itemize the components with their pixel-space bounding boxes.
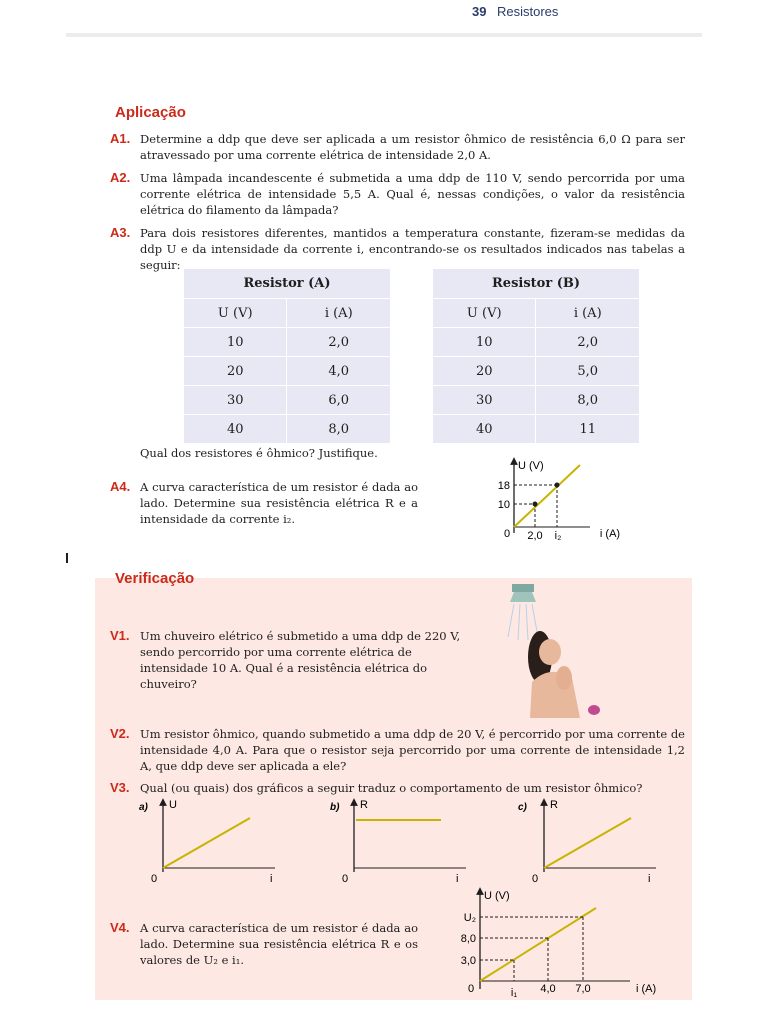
page-number: 39: [472, 4, 487, 19]
question-label-v4: V4.: [110, 920, 130, 935]
body: [530, 672, 580, 718]
x-axis-label: i: [270, 873, 273, 885]
y-axis-label: R: [360, 799, 368, 811]
graph-letter: b): [330, 802, 340, 813]
question-label-v2: V2.: [110, 726, 130, 741]
table-title: Resistor (B): [433, 269, 640, 299]
x-tick-label: 4,0: [540, 983, 556, 995]
graph-a4: [470, 455, 640, 545]
graph-v3-a: [135, 796, 285, 888]
characteristic-line: [514, 465, 580, 527]
shower-illustration: [492, 582, 612, 722]
resistor-b-table: [432, 268, 640, 444]
question-label-a2: A2.: [110, 170, 131, 185]
question-label-a3: A3.: [110, 225, 131, 240]
graph-v4: [450, 885, 670, 1000]
y-axis-label: R: [550, 799, 558, 811]
question-text-a1: Determine a ddp que deve ser aplicada a um resistor ôhmico de resistência 6,0 Ω para ser atravessado por uma corrente elétrica de intensidade 2,0 A.: [140, 132, 685, 162]
table-cell: 8,0: [536, 386, 640, 415]
a3-followup-question: Qual dos resistores é ôhmico? Justifique.: [140, 446, 378, 460]
table-cell: 30: [433, 386, 536, 415]
graph-v3-c: [516, 796, 666, 888]
x-axis-label: i: [648, 873, 651, 885]
question-text-a4: A curva característica de um resistor é dada ao lado. Determine sua resistência elétrica R e a intensidade da corrente i₂.: [140, 480, 418, 526]
question-text-a2: Uma lâmpada incandescente é submetida a uma ddp de 110 V, sendo percorrida por uma corrente elétrica de intensidade 5,5 A. Qual é, nessas condições, o valor da resistência elétrica do filamento da lâmpada?: [140, 171, 685, 217]
x-axis-label: i (A): [636, 983, 657, 995]
origin-label: 0: [151, 873, 158, 885]
table-header: i (A): [287, 299, 391, 328]
characteristic-line: [544, 818, 631, 868]
question-label-a1: A1.: [110, 131, 131, 146]
page-header: [66, 0, 702, 37]
table-cell: 20: [184, 357, 287, 386]
y-axis-label: U (V): [518, 460, 544, 472]
y-tick-label: 18: [497, 480, 510, 492]
table-cell: 5,0: [536, 357, 640, 386]
page-subject: Resistores: [497, 4, 559, 19]
question-text-a3: Para dois resistores diferentes, mantidos a temperatura constante, fizeram-se medidas da ddp U e da intensidade da corrente i, encontrando-se os resultados indicados nas tabelas a seguir:: [140, 226, 685, 272]
graph-v3-b: [326, 796, 476, 888]
table-cell: 2,0: [536, 328, 640, 357]
margin-mark: [66, 553, 68, 563]
section-title-verificacao: Verificação: [115, 570, 195, 587]
sponge: [588, 705, 600, 715]
table-cell: 10: [433, 328, 536, 357]
origin-label: 0: [468, 983, 475, 995]
graph-letter: a): [139, 802, 148, 813]
table-header: U (V): [433, 299, 536, 328]
question-text-v4: A curva característica de um resistor é dada ao lado. Determine sua resistência elétrica R e os valores de U₂ e i₁.: [140, 921, 418, 967]
table-cell: 40: [184, 415, 287, 444]
shower-pipe: [512, 584, 534, 592]
table-cell: 4,0: [287, 357, 391, 386]
y-tick-label: 8,0: [460, 933, 476, 945]
x-tick-label: 2,0: [527, 530, 543, 542]
x-axis-label: i (A): [599, 528, 621, 540]
x-tick-label: 7,0: [575, 983, 591, 995]
table-header: i (A): [536, 299, 640, 328]
question-text-v2: Um resistor ôhmico, quando submetido a uma ddp de 20 V, é percorrido por uma corrente de intensidade 4,0 A. Para que o resistor seja percorrido por uma corrente de intensidade 1,2 A, que ddp deve ser aplicada a ele?: [140, 727, 685, 773]
data-point: [555, 483, 560, 488]
x-tick-label: i₁: [510, 987, 518, 999]
origin-label: 0: [532, 873, 539, 885]
characteristic-line: [163, 818, 250, 868]
table-cell: 30: [184, 386, 287, 415]
question-label-a4: A4.: [110, 479, 131, 494]
table-header: U (V): [184, 299, 287, 328]
arm: [556, 666, 572, 690]
section-title-aplicacao: Aplicação: [115, 104, 186, 121]
table-cell: 40: [433, 415, 536, 444]
y-tick-label: 3,0: [460, 955, 476, 967]
characteristic-line: [480, 908, 596, 981]
question-text-v3: Qual (ou quais) dos gráficos a seguir traduz o comportamento de um resistor ôhmico?: [140, 781, 643, 795]
origin-label: 0: [342, 873, 349, 885]
table-title: Resistor (A): [184, 269, 391, 299]
shower-head-icon: [510, 592, 536, 602]
table-cell: 20: [433, 357, 536, 386]
question-label-v3: V3.: [110, 780, 130, 795]
question-label-v1: V1.: [110, 628, 130, 643]
question-text-v1: Um chuveiro elétrico é submetido a uma ddp de 220 V, sendo percorrido por uma corrente elétrica de intensidade 10 A. Qual é a resistência elétrica do chuveiro?: [140, 629, 461, 691]
y-axis-label: U: [169, 799, 177, 811]
x-tick-label: i₂: [554, 530, 562, 542]
y-tick-label: U₂: [463, 912, 476, 924]
resistor-a-table: [183, 268, 391, 444]
table-cell: 6,0: [287, 386, 391, 415]
table-cell: 10: [184, 328, 287, 357]
graph-letter: c): [518, 802, 527, 813]
y-axis-label: U (V): [484, 890, 510, 902]
face: [539, 639, 561, 665]
data-point: [533, 502, 538, 507]
table-cell: 8,0: [287, 415, 391, 444]
table-cell: 2,0: [287, 328, 391, 357]
y-tick-label: 10: [497, 499, 510, 511]
table-cell: 11: [536, 415, 640, 444]
x-axis-label: i: [456, 873, 459, 885]
origin-label: 0: [504, 528, 511, 540]
